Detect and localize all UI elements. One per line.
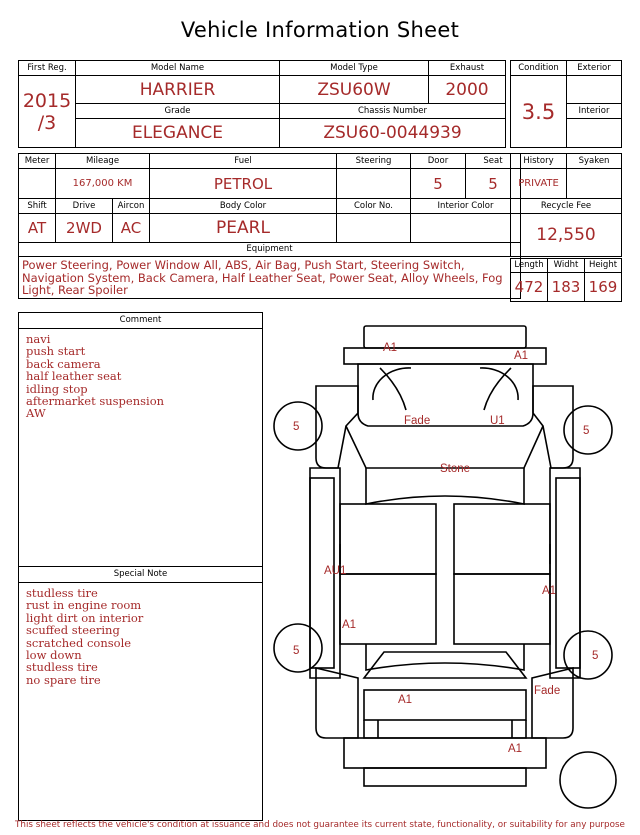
seat-value: 5: [466, 169, 521, 199]
damage-mark: Stone: [440, 463, 471, 475]
chassis-label: Chassis Number: [280, 104, 506, 119]
door-label: Door: [411, 154, 466, 169]
damage-mark: 5: [293, 645, 300, 657]
aircon-value: AC: [113, 214, 150, 243]
list-item: studless tire: [26, 660, 98, 675]
shift-label: Shift: [19, 199, 56, 214]
meter-value: [19, 169, 56, 199]
list-item: rust in engine room: [26, 598, 142, 613]
model-name-value: HARRIER: [76, 76, 280, 104]
grade-label: Grade: [76, 104, 280, 119]
damage-mark: A1: [542, 585, 557, 597]
width-label: Widht: [548, 259, 585, 273]
rear-right-wheel: [564, 631, 612, 679]
list-item: AW: [26, 406, 46, 421]
special-note-heading: Special Note: [19, 567, 262, 583]
damage-mark: Fade: [534, 685, 561, 697]
comment-box: [18, 312, 263, 567]
damage-mark: A1: [383, 342, 398, 354]
syaken-value: [567, 169, 622, 199]
first-reg-year: 2015: [22, 89, 72, 112]
damage-mark: A1: [398, 694, 413, 706]
condition-value: 3.5: [511, 76, 567, 148]
condition-table: [510, 60, 622, 148]
aircon-label: Aircon: [113, 199, 150, 214]
history-table: [510, 153, 622, 257]
damage-marks: [293, 342, 598, 755]
first-reg-value: [19, 76, 76, 148]
list-item: studless tire: [26, 586, 98, 600]
disclaimer-footer: This sheet reflects the vehicle's condition at issuance and does not guarantee its current state, functionality, or suitability for any purpose: [15, 820, 625, 830]
damage-mark: A1: [342, 619, 357, 631]
interior-value: [567, 119, 622, 148]
door-value: 5: [411, 169, 466, 199]
shift-value: AT: [19, 214, 56, 243]
first-reg-month: /3: [37, 111, 57, 134]
length-label: Length: [511, 259, 548, 273]
comment-list: [19, 329, 262, 420]
condition-label: Condition: [511, 61, 567, 76]
color-no-value: [337, 214, 411, 243]
damage-mark: A1: [508, 743, 523, 755]
fuel-label: Fuel: [150, 154, 337, 169]
list-item: scratched console: [26, 635, 132, 650]
exterior-value: [567, 76, 622, 104]
steering-label: Steering: [337, 154, 411, 169]
sheet-title: Vehicle Information Sheet: [180, 18, 460, 42]
history-value: PRIVATE: [511, 169, 567, 199]
length-value: 472: [511, 273, 548, 302]
list-item: idling stop: [26, 381, 88, 396]
drive-label: Drive: [56, 199, 113, 214]
special-note-box: [18, 566, 263, 821]
list-item: aftermarket suspension: [26, 394, 165, 409]
mileage-label: Mileage: [56, 154, 150, 169]
specs-table: [18, 153, 521, 299]
exhaust-label: Exhaust: [429, 61, 506, 76]
body-color-label: Body Color: [150, 199, 337, 214]
color-no-label: Color No.: [337, 199, 411, 214]
recycle-fee-label: Recycle Fee: [511, 199, 622, 214]
body-color-value: PEARL: [150, 214, 337, 243]
seat-label: Seat: [466, 154, 521, 169]
special-note-list: [19, 583, 262, 686]
damage-mark: AU1: [324, 565, 347, 577]
width-value: 183: [548, 273, 585, 302]
steering-value: [337, 169, 411, 199]
comment-heading: Comment: [19, 313, 262, 329]
meter-label: Meter: [19, 154, 56, 169]
syaken-label: Syaken: [567, 154, 622, 169]
model-type-label: Model Type: [280, 61, 429, 76]
list-item: low down: [26, 648, 82, 663]
interior-color-label: Interior Color: [411, 199, 521, 214]
model-name-label: Model Name: [76, 61, 280, 76]
damage-mark: A1: [514, 350, 529, 362]
list-item: navi: [26, 332, 51, 346]
list-item: push start: [26, 344, 86, 359]
model-info-table: [18, 60, 506, 148]
equipment-value: Power Steering, Power Window All, ABS, Air Bag, Push Start, Steering Switch, Navigation System, Back Camera, Half Leather Seat, Power Seat, Alloy Wheels, Fog Light, Rear Spoiler: [19, 257, 521, 299]
car-outline: [310, 326, 580, 786]
fuel-value: PETROL: [150, 169, 337, 199]
damage-mark: U1: [490, 415, 505, 427]
height-value: 169: [585, 273, 622, 302]
damage-mark: Fade: [404, 415, 431, 427]
model-type-value: ZSU60W: [280, 76, 429, 104]
drive-value: 2WD: [56, 214, 113, 243]
chassis-value: ZSU60-0044939: [280, 119, 506, 148]
history-label: History: [511, 154, 567, 169]
first-reg-label: First Reg.: [19, 61, 76, 76]
exterior-label: Exterior: [567, 61, 622, 76]
list-item: light dirt on interior: [26, 610, 144, 625]
list-item: scuffed steering: [26, 623, 120, 638]
list-item: half leather seat: [26, 369, 122, 384]
dimensions-table: [510, 258, 622, 302]
mileage-value: 167,000 KM: [56, 169, 150, 199]
exhaust-value: 2000: [429, 76, 506, 104]
equipment-label: Equipment: [19, 243, 521, 257]
damage-mark: 5: [293, 421, 300, 433]
interior-color-value: [411, 214, 521, 243]
height-label: Height: [585, 259, 622, 273]
interior-label: Interior: [567, 104, 622, 119]
car-diagram: [268, 318, 628, 820]
recycle-fee-value: 12,550: [511, 214, 622, 257]
spare-wheel: [560, 752, 616, 808]
damage-mark: 5: [583, 425, 590, 437]
damage-mark: 5: [592, 650, 599, 662]
grade-value: ELEGANCE: [76, 119, 280, 148]
list-item: back camera: [26, 356, 101, 371]
list-item: no spare tire: [26, 672, 101, 687]
